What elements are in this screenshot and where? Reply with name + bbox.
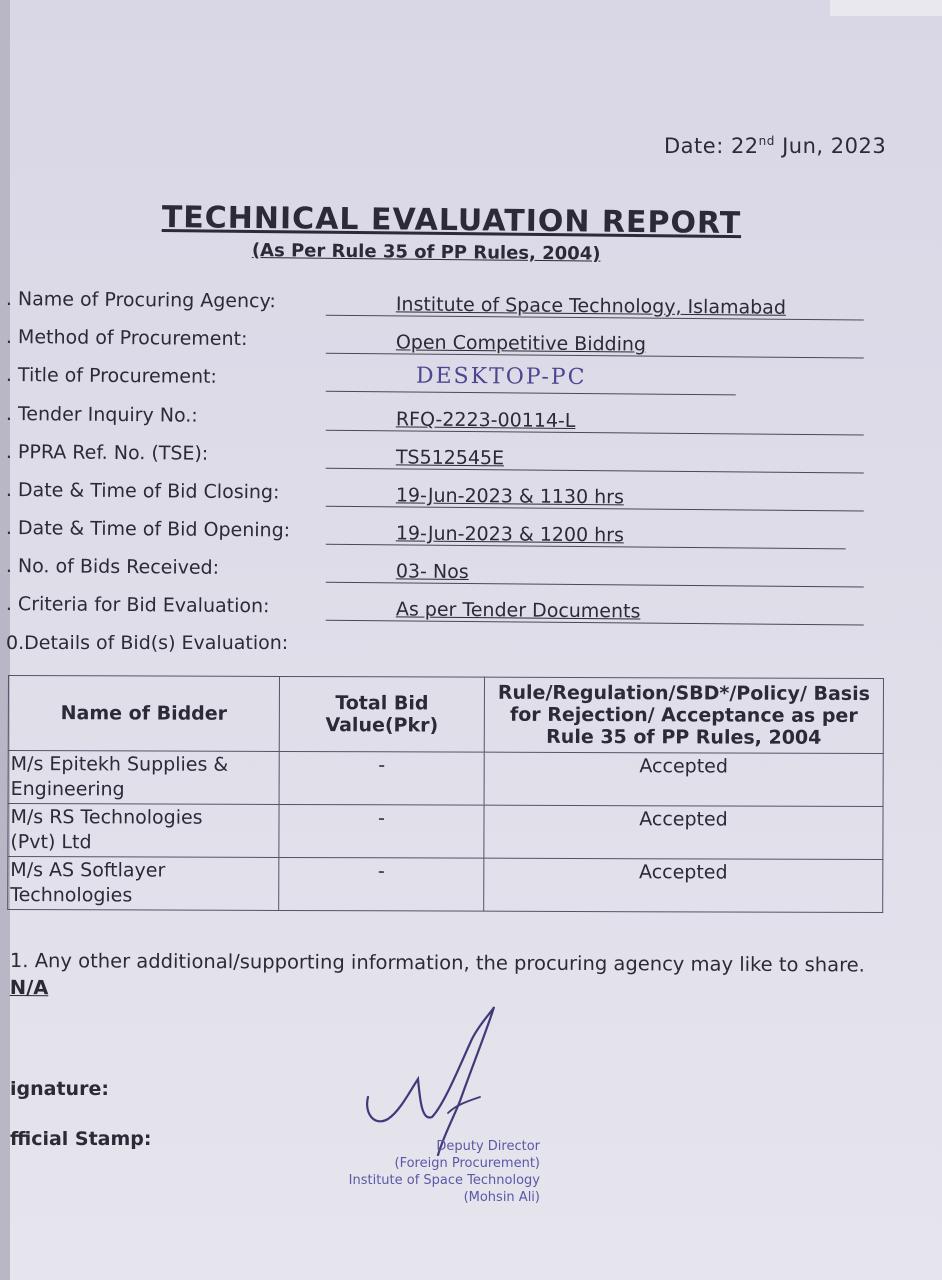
field-label: . Date & Time of Bid Closing: <box>5 479 280 504</box>
field-bid-opening <box>6 517 866 559</box>
field-label: . Tender Inquiry No.: <box>5 403 198 427</box>
table-row <box>8 857 883 913</box>
field-value: As per Tender Documents <box>395 598 641 623</box>
field-ppra-ref-no <box>6 441 866 483</box>
field-procuring-agency <box>6 288 866 330</box>
field-tender-inquiry-no <box>6 403 866 445</box>
field-underline <box>326 582 864 588</box>
bidder-name-line: M/s AS Softlayer <box>10 859 166 882</box>
field-label: . Name of Procuring Agency: <box>5 288 276 313</box>
status-cell: Accepted <box>484 858 883 912</box>
field-underline <box>326 430 864 436</box>
stamp-line: (Foreign Procurement) <box>394 1156 540 1171</box>
bidder-name-cell <box>8 857 279 911</box>
bid-evaluation-table <box>7 675 884 913</box>
field-value-handwritten: DESKTOP-PC <box>415 363 587 391</box>
field-value: 19-Jun-2023 & 1200 hrs <box>395 522 624 547</box>
field-value: Institute of Space Technology, Islamabad <box>395 293 787 319</box>
bidder-name-cell <box>8 751 279 805</box>
field-value: Open Competitive Bidding <box>395 331 647 356</box>
header-basis: Rule/Regulation/SBD*/Policy/ Basis for Rejection/ Acceptance as per Rule 35 of PP Rules, 2004 <box>484 677 883 753</box>
report-title: TECHNICAL EVALUATION REPORT <box>161 200 742 242</box>
bid-value-cell: - <box>279 751 484 805</box>
field-procurement-title <box>6 364 866 406</box>
bidder-name-line: Technologies <box>10 884 133 907</box>
note-text: 1. Any other additional/supporting information, the procuring agency may like to share. <box>9 949 865 977</box>
bidder-name-cell <box>8 804 279 858</box>
field-label: . Date & Time of Bid Opening: <box>5 517 291 542</box>
table-header-row <box>8 676 883 754</box>
field-label: . PPRA Ref. No. (TSE): <box>5 441 209 465</box>
bidder-name-line: M/s RS Technologies <box>10 806 203 829</box>
signature-label: ignature: <box>10 1078 109 1100</box>
table-row <box>8 804 883 860</box>
field-label: . Method of Procurement: <box>5 326 248 351</box>
official-stamp-label: fficial Stamp: <box>10 1128 152 1150</box>
status-cell: Accepted <box>484 805 883 859</box>
header-bid-value: Total Bid Value(Pkr) <box>279 676 484 752</box>
field-label: . Criteria for Bid Evaluation: <box>5 593 270 618</box>
field-underline <box>326 391 736 396</box>
details-heading: 0.Details of Bid(s) Evaluation: <box>6 632 289 654</box>
status-cell: Accepted <box>484 752 883 806</box>
bid-value-cell: - <box>279 804 484 858</box>
field-evaluation-criteria <box>6 593 866 635</box>
field-bids-received <box>6 555 866 597</box>
field-value: 03- Nos <box>395 560 469 584</box>
bidder-name-line: (Pvt) Ltd <box>10 831 92 854</box>
stamp-line: Deputy Director <box>436 1139 540 1154</box>
field-label: . No. of Bids Received: <box>5 555 220 579</box>
field-underline <box>326 468 864 474</box>
note-answer: N/A <box>9 975 49 1000</box>
report-subtitle: (As Per Rule 35 of PP Rules, 2004) <box>251 240 601 265</box>
stamp-line: (Mohsin Ali) <box>463 1190 540 1205</box>
field-label: . Title of Procurement: <box>5 364 217 388</box>
stamp-line: Institute of Space Technology <box>348 1173 540 1188</box>
official-stamp <box>300 1138 540 1206</box>
table-row <box>8 751 883 807</box>
field-value: 19-Jun-2023 & 1130 hrs <box>395 484 624 509</box>
report-date: Date: 22nd Jun, 2023 <box>664 134 887 158</box>
paper-strip <box>830 0 942 16</box>
field-value: RFQ-2223-00114-L <box>395 408 576 432</box>
header-bidder-name: Name of Bidder <box>8 676 279 752</box>
bidder-name-line: Engineering <box>10 778 125 801</box>
bid-value-cell: - <box>279 857 484 911</box>
field-procurement-method <box>6 326 866 368</box>
bidder-name-line: M/s Epitekh Supplies & <box>10 753 229 776</box>
field-value: TS512545E <box>395 446 505 470</box>
field-bid-closing <box>6 479 866 521</box>
additional-info-note <box>10 947 870 1006</box>
